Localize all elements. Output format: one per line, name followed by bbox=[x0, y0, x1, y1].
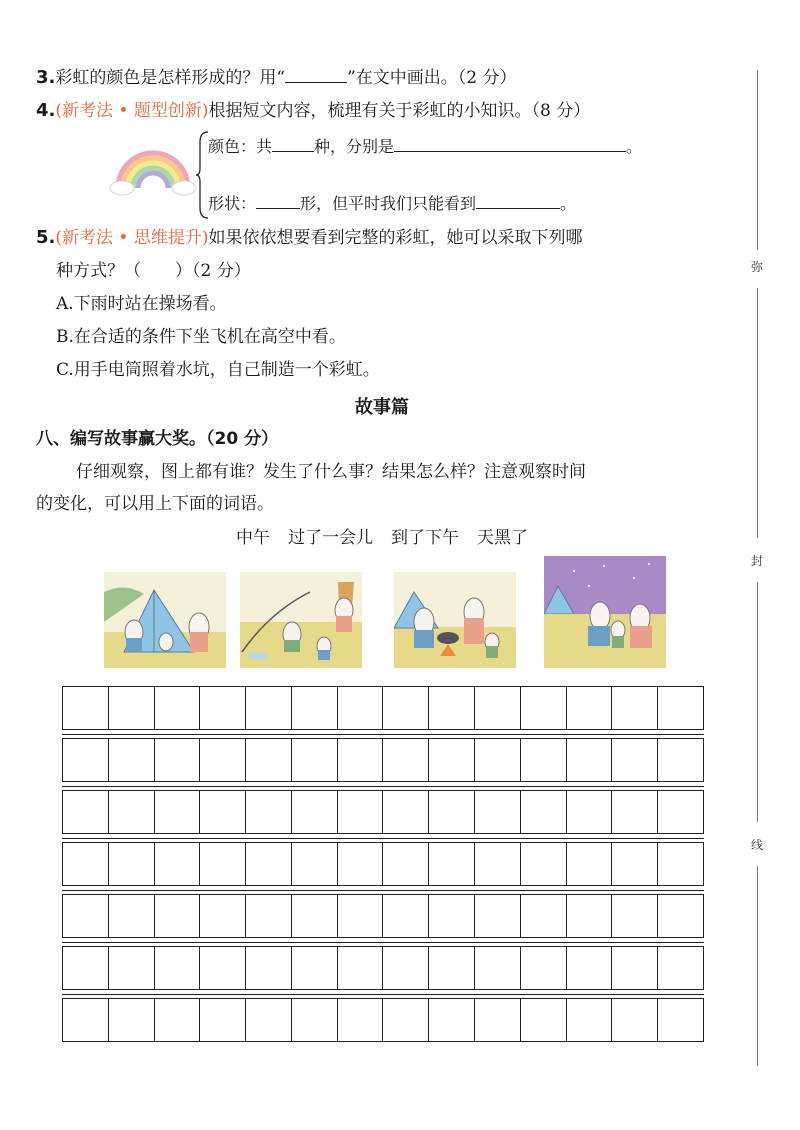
grid-cell[interactable] bbox=[63, 739, 109, 781]
grid-cell[interactable] bbox=[109, 999, 155, 1041]
grid-cell[interactable] bbox=[109, 843, 155, 885]
grid-cell[interactable] bbox=[429, 843, 475, 885]
grid-row bbox=[62, 790, 704, 834]
shape-mid: 形，但平时我们只能看到 bbox=[300, 194, 477, 213]
grid-row bbox=[62, 686, 704, 730]
grid-cell[interactable] bbox=[155, 843, 201, 885]
question-text: 根据短文内容，梳理有关于彩虹的小知识。（8 分） bbox=[208, 101, 591, 121]
grid-cell[interactable] bbox=[658, 791, 703, 833]
shape-row bbox=[208, 190, 576, 216]
grid-cell[interactable] bbox=[383, 947, 429, 989]
option-a[interactable]: A.下雨时站在操场看。 bbox=[56, 294, 227, 314]
grid-cell[interactable] bbox=[429, 739, 475, 781]
color-count-blank[interactable] bbox=[272, 133, 314, 152]
grid-cell[interactable] bbox=[200, 739, 246, 781]
grid-cell[interactable] bbox=[63, 999, 109, 1041]
grid-cell[interactable] bbox=[246, 843, 292, 885]
rainbow-illustration bbox=[108, 140, 198, 196]
question-tag: (新考法 • 题型创新) bbox=[55, 101, 209, 121]
question-number: 3. bbox=[36, 67, 56, 88]
grid-cell[interactable] bbox=[63, 895, 109, 937]
word-4: 天黑了 bbox=[477, 528, 528, 548]
grid-cell[interactable] bbox=[109, 739, 155, 781]
question-text-line1: 如果依依想要看到完整的彩虹，她可以采取下列哪 bbox=[208, 228, 583, 248]
grid-cell[interactable] bbox=[246, 687, 292, 729]
binding-line-1 bbox=[757, 70, 758, 250]
grid-cell[interactable] bbox=[612, 843, 658, 885]
grid-cell[interactable] bbox=[383, 687, 429, 729]
grid-cell[interactable] bbox=[200, 843, 246, 885]
grid-cell[interactable] bbox=[612, 687, 658, 729]
grid-cell[interactable] bbox=[155, 999, 201, 1041]
binding-line-2 bbox=[757, 288, 758, 538]
time-words bbox=[0, 526, 764, 550]
grid-cell[interactable] bbox=[338, 895, 384, 937]
grid-cell[interactable] bbox=[292, 687, 338, 729]
grid-cell[interactable] bbox=[429, 947, 475, 989]
grid-row bbox=[62, 894, 704, 938]
color-list-blank[interactable] bbox=[394, 133, 626, 152]
shape-end: 。 bbox=[560, 194, 577, 213]
question-text: 彩虹的颜色是怎样形成的？用“ bbox=[55, 68, 286, 88]
grid-cell[interactable] bbox=[109, 687, 155, 729]
grid-cell[interactable] bbox=[63, 843, 109, 885]
grid-row-cells bbox=[62, 738, 704, 782]
grid-cell[interactable] bbox=[338, 687, 384, 729]
word-3: 到了下午 bbox=[391, 528, 459, 548]
grid-cell[interactable] bbox=[109, 791, 155, 833]
grid-cell[interactable] bbox=[567, 739, 613, 781]
grid-cell[interactable] bbox=[109, 895, 155, 937]
scene-fishing bbox=[240, 572, 362, 668]
grid-cell[interactable] bbox=[429, 999, 475, 1041]
grid-row-separator bbox=[62, 942, 704, 945]
question-5 bbox=[36, 226, 582, 250]
grid-cell[interactable] bbox=[155, 895, 201, 937]
grid-cell[interactable] bbox=[200, 687, 246, 729]
question-number: 4. bbox=[36, 100, 56, 121]
grid-cell[interactable] bbox=[567, 999, 613, 1041]
grid-cell[interactable] bbox=[521, 843, 567, 885]
section-title: 故事篇 bbox=[355, 397, 409, 418]
grid-cell[interactable] bbox=[429, 791, 475, 833]
grid-row-cells bbox=[62, 686, 704, 730]
grid-cell[interactable] bbox=[63, 687, 109, 729]
shape-label: 形状： bbox=[208, 194, 257, 213]
grid-cell[interactable] bbox=[155, 791, 201, 833]
grid-cell[interactable] bbox=[658, 999, 703, 1041]
color-label: 颜色：共 bbox=[208, 137, 273, 156]
grid-cell[interactable] bbox=[475, 947, 521, 989]
grid-cell[interactable] bbox=[612, 739, 658, 781]
grid-cell[interactable] bbox=[658, 843, 703, 885]
grid-row bbox=[62, 998, 704, 1042]
grid-cell[interactable] bbox=[429, 895, 475, 937]
question-8-heading: 八、编写故事赢大奖。（20 分） bbox=[36, 429, 279, 449]
grid-cell[interactable] bbox=[246, 895, 292, 937]
grid-row-cells bbox=[62, 894, 704, 938]
answer-blank[interactable] bbox=[285, 64, 347, 83]
grid-cell[interactable] bbox=[246, 739, 292, 781]
grid-cell[interactable] bbox=[521, 687, 567, 729]
grid-cell[interactable] bbox=[246, 791, 292, 833]
binding-line-4 bbox=[757, 866, 758, 1066]
grid-cell[interactable] bbox=[383, 999, 429, 1041]
grid-cell[interactable] bbox=[475, 999, 521, 1041]
question-3 bbox=[36, 64, 517, 90]
scene-night bbox=[544, 556, 666, 668]
grid-row-separator bbox=[62, 890, 704, 893]
grid-cell[interactable] bbox=[521, 739, 567, 781]
option-b[interactable]: B.在合适的条件下坐飞机在高空中看。 bbox=[56, 327, 346, 347]
grid-cell[interactable] bbox=[109, 947, 155, 989]
grid-row-separator bbox=[62, 994, 704, 997]
grid-cell[interactable] bbox=[475, 791, 521, 833]
grid-cell[interactable] bbox=[521, 999, 567, 1041]
grid-cell[interactable] bbox=[63, 791, 109, 833]
grid-cell[interactable] bbox=[155, 687, 201, 729]
side-label-xian: 线 bbox=[751, 838, 764, 852]
grid-cell[interactable] bbox=[612, 947, 658, 989]
grid-cell[interactable] bbox=[338, 739, 384, 781]
grid-cell[interactable] bbox=[383, 843, 429, 885]
grid-cell[interactable] bbox=[383, 739, 429, 781]
grid-cell[interactable] bbox=[246, 947, 292, 989]
grid-cell[interactable] bbox=[200, 791, 246, 833]
color-end: 。 bbox=[626, 137, 643, 156]
grid-cell[interactable] bbox=[200, 895, 246, 937]
grid-cell[interactable] bbox=[338, 791, 384, 833]
side-label-feng: 封 bbox=[751, 554, 764, 568]
grid-cell[interactable] bbox=[521, 947, 567, 989]
grid-cell[interactable] bbox=[475, 895, 521, 937]
grid-cell[interactable] bbox=[658, 687, 703, 729]
word-2: 过了一会儿 bbox=[288, 528, 373, 548]
grid-cell[interactable] bbox=[383, 791, 429, 833]
shape-seen-blank[interactable] bbox=[476, 190, 560, 209]
color-row bbox=[208, 133, 642, 159]
instruction-line1: 仔细观察，图上都有谁？发生了什么事？结果怎么样？注意观察时间 bbox=[76, 462, 586, 482]
grid-cell[interactable] bbox=[200, 999, 246, 1041]
binding-line-3 bbox=[757, 582, 758, 822]
grid-cell[interactable] bbox=[475, 739, 521, 781]
grid-cell[interactable] bbox=[612, 895, 658, 937]
grid-row bbox=[62, 738, 704, 782]
grid-row bbox=[62, 946, 704, 990]
grid-cell[interactable] bbox=[200, 947, 246, 989]
instruction-line2: 的变化，可以用上下面的词语。 bbox=[36, 494, 274, 514]
grid-cell[interactable] bbox=[658, 947, 703, 989]
color-mid: 种，分别是 bbox=[314, 137, 395, 156]
grid-row-separator bbox=[62, 786, 704, 789]
grid-cell[interactable] bbox=[612, 999, 658, 1041]
grid-cell[interactable] bbox=[292, 739, 338, 781]
grid-cell[interactable] bbox=[567, 947, 613, 989]
grid-cell[interactable] bbox=[63, 947, 109, 989]
word-1: 中午 bbox=[236, 528, 270, 548]
grid-cell[interactable] bbox=[246, 999, 292, 1041]
grid-cell[interactable] bbox=[521, 791, 567, 833]
grid-row-cells bbox=[62, 998, 704, 1042]
question-tag: (新考法 • 思维提升) bbox=[55, 228, 209, 248]
grid-row-separator bbox=[62, 734, 704, 737]
grid-row bbox=[62, 842, 704, 886]
grid-row-separator bbox=[62, 838, 704, 841]
grid-cell[interactable] bbox=[338, 947, 384, 989]
question-4 bbox=[36, 99, 590, 123]
grid-cell[interactable] bbox=[658, 895, 703, 937]
grid-cell[interactable] bbox=[658, 739, 703, 781]
question-5-line2: 种方式？（ ）（2 分） bbox=[56, 261, 251, 281]
grid-cell[interactable] bbox=[292, 895, 338, 937]
grid-cell[interactable] bbox=[567, 843, 613, 885]
grid-cell[interactable] bbox=[292, 791, 338, 833]
shape-blank[interactable] bbox=[256, 190, 300, 209]
grid-cell[interactable] bbox=[383, 895, 429, 937]
grid-cell[interactable] bbox=[155, 739, 201, 781]
scene-noon-tent bbox=[104, 572, 226, 668]
grid-cell[interactable] bbox=[338, 999, 384, 1041]
grid-row-cells bbox=[62, 842, 704, 886]
option-c[interactable]: C.用手电筒照着水坑，自己制造一个彩虹。 bbox=[56, 360, 380, 380]
grid-cell[interactable] bbox=[567, 791, 613, 833]
grid-row-cells bbox=[62, 946, 704, 990]
grid-cell[interactable] bbox=[612, 791, 658, 833]
side-label-mi: 弥 bbox=[751, 260, 764, 274]
grid-cell[interactable] bbox=[338, 843, 384, 885]
grid-cell[interactable] bbox=[475, 687, 521, 729]
question-number: 5. bbox=[36, 227, 56, 248]
scene-afternoon-cooking bbox=[394, 572, 516, 668]
grid-cell[interactable] bbox=[292, 999, 338, 1041]
grid-cell[interactable] bbox=[155, 947, 201, 989]
grid-cell[interactable] bbox=[475, 843, 521, 885]
grid-cell[interactable] bbox=[567, 687, 613, 729]
grid-cell[interactable] bbox=[429, 687, 475, 729]
question-text-end: ”在文中画出。（2 分） bbox=[347, 68, 517, 88]
grid-cell[interactable] bbox=[292, 843, 338, 885]
grid-row-cells bbox=[62, 790, 704, 834]
grid-cell[interactable] bbox=[567, 895, 613, 937]
grid-cell[interactable] bbox=[292, 947, 338, 989]
grid-cell[interactable] bbox=[521, 895, 567, 937]
